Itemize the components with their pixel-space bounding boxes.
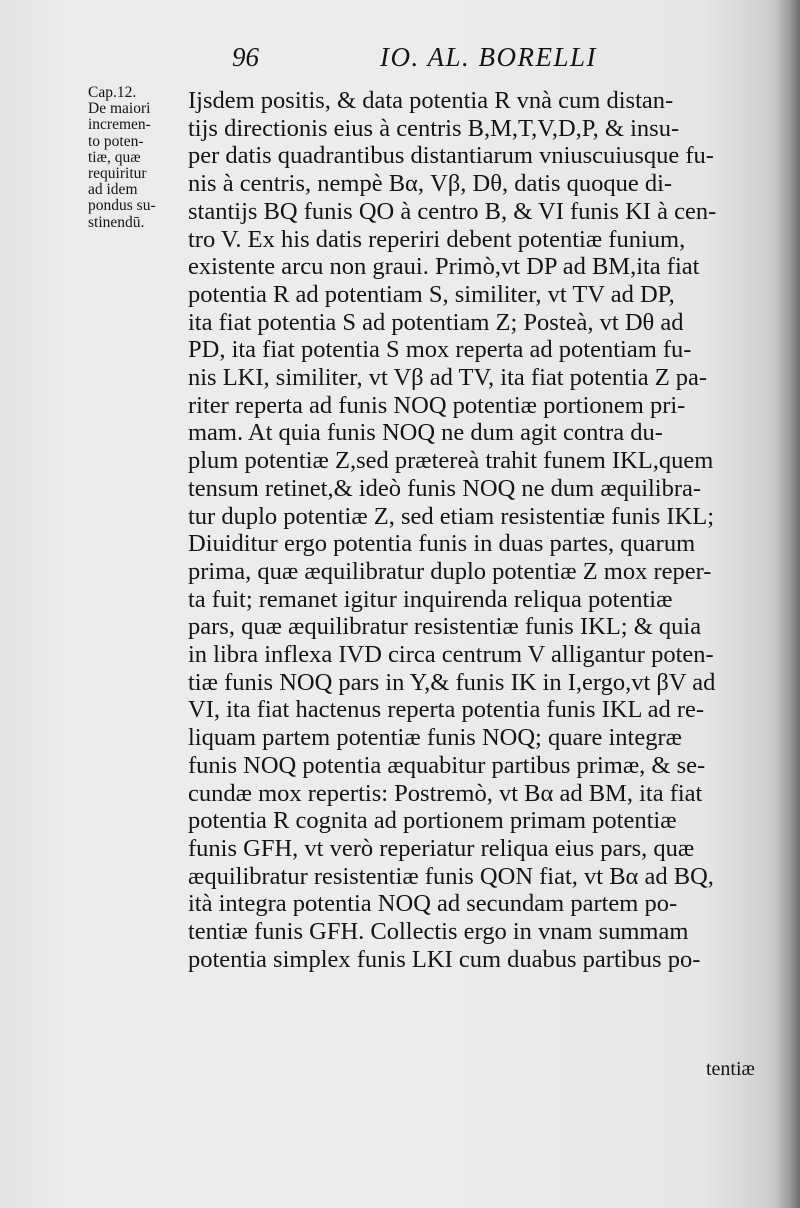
text-line: VI, ita fiat hactenus reperta potentia funis IKL ad re- (188, 696, 705, 724)
text-line: nis à centris, nempè Bα, Vβ, Dθ, datis quoque di- (188, 170, 673, 198)
marginal-note-line: tiæ, quæ (88, 148, 141, 166)
show-through-mark (40, 120, 50, 130)
text-line: Diuiditur ergo potentia funis in duas partes, quarum (188, 530, 696, 558)
text-line: nis LKI, similiter, vt Vβ ad TV, ita fiat potentia Z pa- (188, 364, 708, 392)
marginal-note (88, 85, 184, 231)
text-line: potentia R ad potentiam S, similiter, vt TV ad DP, (188, 280, 675, 308)
text-line: tro V. Ex his datis reperiri debent potentiæ funium, (188, 225, 686, 253)
text-line: tijs directionis eius à centris B,M,T,V,D,P, & insu- (188, 114, 680, 142)
marginal-note-line: stinendū. (88, 213, 145, 231)
text-line: plum potentiæ Z,sed prætereà trahit funem IKL,quem (188, 447, 714, 475)
text-line: mam. At quia funis NOQ ne dum agit contra du- (188, 419, 663, 447)
text-line: riter reperta ad funis NOQ potentiæ portionem pri- (188, 391, 686, 419)
text-line: potentia R cognita ad portionem primam potentiæ (188, 807, 677, 835)
marginal-note-line: Cap.12. (88, 84, 137, 101)
running-title: IO. AL. BORELLI (380, 42, 598, 72)
text-line: per datis quadrantibus distantiarum vniuscuiusque fu- (188, 142, 714, 170)
text-line: in libra inflexa IVD circa centrum V alligantur poten- (188, 641, 714, 669)
page-header (0, 42, 800, 82)
text-line: PD, ita fiat potentia S mox reperta ad potentiam fu- (188, 336, 692, 364)
text-line: ita fiat potentia S ad potentiam Z; Posteà, vt Dθ ad (188, 308, 684, 336)
text-line: prima, quæ æquilibratur duplo potentiæ Z mox reper- (188, 557, 712, 585)
text-line: Ijsdem positis, & data potentia R vnà cum distan- (188, 87, 674, 114)
text-line: tiæ funis NOQ pars in Y,& funis IK in I,ergo,vt βV ad (188, 668, 716, 696)
text-line: ta fuit; remanet igitur inquirenda reliqua potentiæ (188, 585, 673, 613)
marginal-note-line: to poten- (88, 132, 144, 150)
text-line: funis GFH, vt verò reperiatur reliqua eius pars, quæ (188, 834, 695, 862)
text-line: æquilibratur resistentiæ funis QON fiat, vt Bα ad BQ, (188, 862, 714, 890)
marginal-note-line: ad idem (88, 181, 138, 199)
text-line: pars, quæ æquilibratur resistentiæ funis IKL; & quia (188, 613, 702, 641)
marginal-note-line: pondus su- (88, 197, 156, 215)
page-number: 96 (232, 42, 259, 72)
text-line: existente arcu non graui. Primò,vt DP ad BM,ita fiat (188, 253, 700, 281)
catchword: tentiæ (706, 1058, 755, 1080)
text-line: tensum retinet,& ideò funis NOQ ne dum æquilibra- (188, 474, 702, 502)
text-line: cundæ mox repertis: Postremò, vt Bα ad BM, ita fiat (188, 779, 703, 807)
text-line: stantijs BQ funis QO à centro B, & VI funis KI à cen- (188, 197, 717, 225)
text-line: tur duplo potentiæ Z, sed etiam resistentiæ funis IKL; (188, 502, 714, 530)
text-line: tentiæ funis GFH. Collectis ergo in vnam summam (188, 918, 689, 946)
marginal-note-line: incremen- (88, 116, 151, 134)
marginal-note-line: De maiori (88, 100, 151, 118)
text-line: liquam partem potentiæ funis NOQ; quare integræ (188, 724, 682, 752)
text-line: ità integra potentia NOQ ad secundam partem po- (188, 890, 678, 918)
text-line: potentia simplex funis LKI cum duabus partibus po- (188, 945, 701, 973)
marginal-note-line: requiritur (88, 165, 147, 183)
text-line: funis NOQ potentia æquabitur partibus primæ, & se- (188, 751, 706, 779)
body-text (188, 87, 798, 974)
